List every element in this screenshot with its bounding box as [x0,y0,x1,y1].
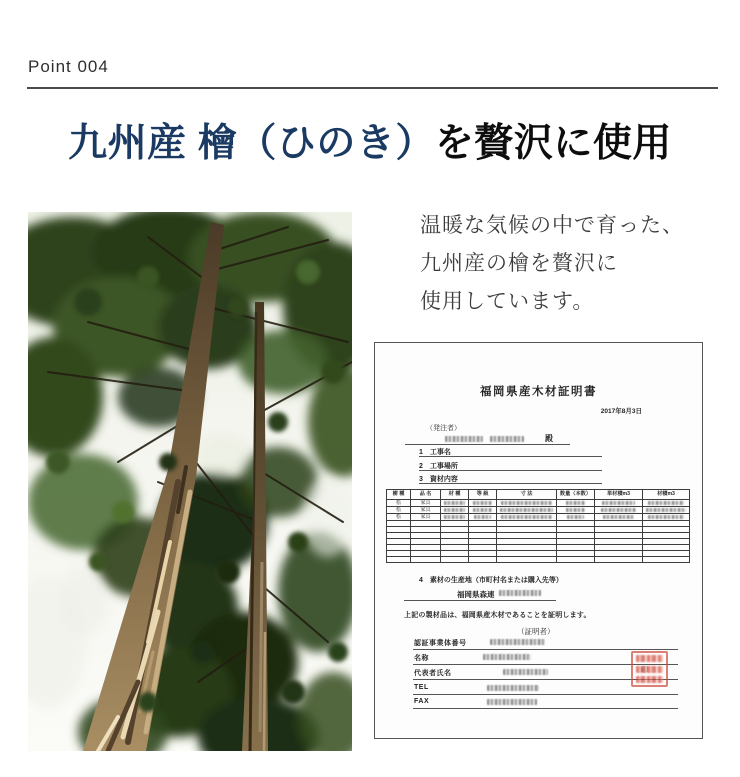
divider-line [27,87,718,89]
field-underline [413,649,678,650]
cell-redacted [469,500,497,507]
cell-redacted [441,500,469,507]
cell-redacted [497,514,557,521]
intro-text [420,207,684,321]
col-volume: 材積m3 [643,490,690,500]
materials-table [386,489,690,563]
section-heading [0,121,740,168]
intro-line-3: 使用しています。 [420,290,595,313]
cell-redacted [595,514,643,521]
cell-species: 桧 [387,507,411,514]
table-row [387,507,690,514]
heading-rest-text: を贅沢に使用 [434,122,672,165]
cell-redacted [643,500,690,507]
wood-certificate [374,342,703,739]
cell-redacted [557,507,595,514]
field-label-fax: FAX [414,698,430,705]
col-quantity: 数量（本数） [557,490,595,500]
field-label-representative: 代表者氏名 [414,670,452,677]
field-underline [413,708,678,709]
section-3-underline [419,483,602,484]
cell-redacted [595,500,643,507]
cell-redacted [595,507,643,514]
cell-item: 家具 [411,514,441,521]
heading-accent-text: 九州産 檜（ひのき） [68,122,435,165]
col-species: 樹 種 [387,490,411,500]
col-unit-volume: 単材積m3 [595,490,643,500]
cell-redacted [557,514,595,521]
stamp-glyph-row [636,666,663,673]
section-1-underline [419,456,602,457]
redacted-orderer-name [445,436,483,442]
section-1-label: 1 工事名 [419,449,451,456]
field-label-name: 名称 [414,655,429,662]
cell-redacted [643,514,690,521]
cell-redacted [557,500,595,507]
redacted-tel [487,685,539,691]
forest-photo-graphic [28,212,352,751]
orderer-underline [405,444,570,445]
producer-name: 福岡県森連 [457,590,495,599]
stamp-glyph-row [636,655,663,662]
cell-redacted [469,514,497,521]
section-2-label: 2 工事場所 [419,463,458,470]
cell-redacted [497,500,557,507]
col-item: 品 名 [411,490,441,500]
intro-line-2: 九州産の檜を贅沢に [420,252,618,275]
cell-species: 桧 [387,500,411,507]
section-3-label: 3 資材内容 [419,476,458,483]
certificate-title: 福岡県産木材証明書 [480,386,597,398]
cell-redacted [469,507,497,514]
redacted-business-number [490,639,545,645]
cell-item: 家具 [411,507,441,514]
field-underline [413,694,678,695]
point-label: Point 004 [28,57,109,76]
producer-underline [404,600,556,601]
cell-item: 家具 [411,500,441,507]
redacted-orderer-name [490,436,524,442]
certificate-date: 2017年8月3日 [600,408,642,415]
table-row [387,514,690,521]
cell-redacted [643,507,690,514]
redacted-fax [487,699,537,705]
cell-redacted [497,507,557,514]
redacted-representative-name [503,669,548,675]
cell-redacted [441,514,469,521]
cell-species: 桧 [387,514,411,521]
col-grade: 等 級 [469,490,497,500]
table-header-row [387,490,690,500]
red-seal-stamp [631,651,668,687]
certifier-label: （証明者） [517,627,555,636]
col-material: 材 種 [441,490,469,500]
field-label-tel: TEL [414,684,429,691]
certification-statement: 上記の製材品は、福岡県産木材であることを証明します。 [404,612,591,619]
redacted-company-name [483,654,531,660]
table-row [387,500,690,507]
intro-line-1: 温暖な気候の中で育った、 [420,214,684,237]
section-4-label: 4 素材の生産地（市町村名または購入先等） [419,577,563,584]
orderer-label: （発注者） [426,425,461,432]
table-empty-row [387,557,690,563]
field-label-business-number: 認証事業体番号 [414,640,467,647]
section-2-underline [419,470,602,471]
stamp-glyph-row [636,676,663,683]
hinoki-forest-photo [28,212,352,751]
col-dimensions: 寸 法 [497,490,557,500]
cell-redacted [441,507,469,514]
orderer-honorific: 殿 [545,434,553,443]
redacted-producer-detail [499,590,541,596]
